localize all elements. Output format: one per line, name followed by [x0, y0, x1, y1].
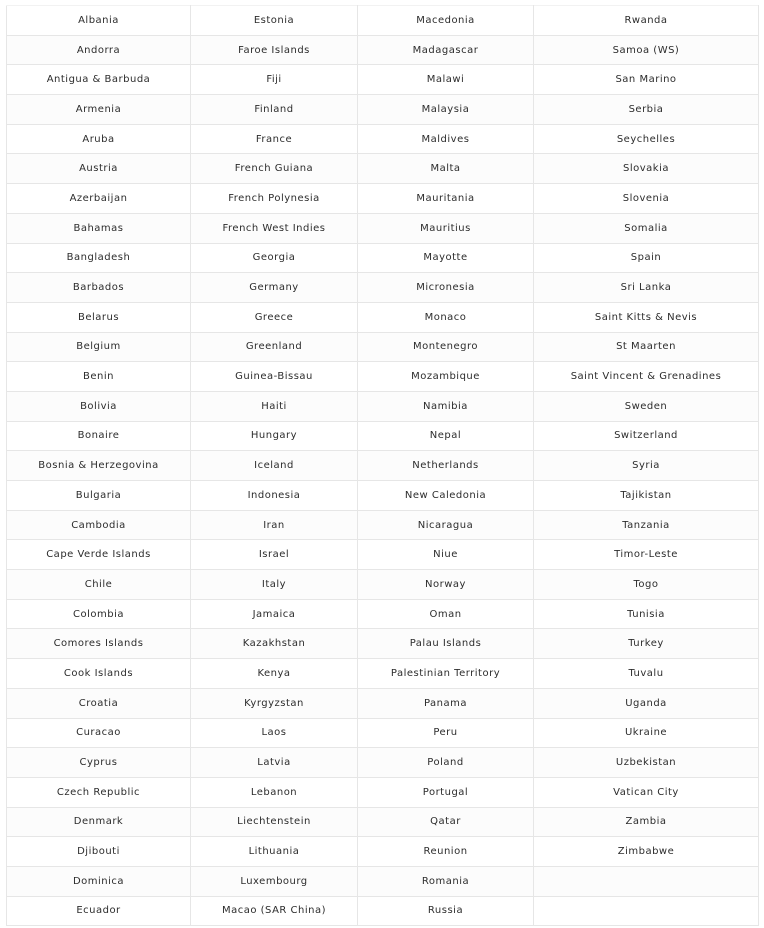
- country-cell: Cook Islands: [7, 659, 191, 689]
- country-cell: Romania: [358, 866, 534, 896]
- country-cell: Tajikistan: [534, 481, 759, 511]
- country-cell: Macao (SAR China): [191, 896, 358, 926]
- country-cell: Israel: [191, 540, 358, 570]
- country-cell: Nicaragua: [358, 510, 534, 540]
- table-row: [7, 124, 759, 154]
- country-cell: Mozambique: [358, 362, 534, 392]
- country-cell: Mayotte: [358, 243, 534, 273]
- country-cell: Serbia: [534, 95, 759, 125]
- country-cell: Guinea-Bissau: [191, 362, 358, 392]
- country-cell: Aruba: [7, 124, 191, 154]
- country-cell: Iceland: [191, 451, 358, 481]
- country-cell: Somalia: [534, 213, 759, 243]
- table-row: [7, 184, 759, 214]
- country-cell: Madagascar: [358, 35, 534, 65]
- table-row: [7, 718, 759, 748]
- country-cell: Zambia: [534, 807, 759, 837]
- country-cell: Portugal: [358, 777, 534, 807]
- country-cell: Fiji: [191, 65, 358, 95]
- country-cell: New Caledonia: [358, 481, 534, 511]
- table-row: [7, 510, 759, 540]
- country-cell: St Maarten: [534, 332, 759, 362]
- country-cell: Barbados: [7, 273, 191, 303]
- table-row: [7, 95, 759, 125]
- country-cell: Luxembourg: [191, 866, 358, 896]
- country-cell: Ukraine: [534, 718, 759, 748]
- country-cell: Indonesia: [191, 481, 358, 511]
- country-cell: France: [191, 124, 358, 154]
- country-cell: Togo: [534, 570, 759, 600]
- table-row: [7, 391, 759, 421]
- country-cell: Samoa (WS): [534, 35, 759, 65]
- country-cell: Bahamas: [7, 213, 191, 243]
- country-cell: [534, 866, 759, 896]
- country-cell: Reunion: [358, 837, 534, 867]
- country-cell: Chile: [7, 570, 191, 600]
- country-cell: Spain: [534, 243, 759, 273]
- country-cell: Mauritius: [358, 213, 534, 243]
- country-cell: Georgia: [191, 243, 358, 273]
- table-row: [7, 688, 759, 718]
- country-cell: Bulgaria: [7, 481, 191, 511]
- country-cell: Estonia: [191, 6, 358, 36]
- country-cell: Montenegro: [358, 332, 534, 362]
- country-cell: Poland: [358, 748, 534, 778]
- country-cell: Kenya: [191, 659, 358, 689]
- country-cell: Seychelles: [534, 124, 759, 154]
- country-cell: Dominica: [7, 866, 191, 896]
- country-cell: Bolivia: [7, 391, 191, 421]
- country-cell: Saint Kitts & Nevis: [534, 302, 759, 332]
- country-cell: Sri Lanka: [534, 273, 759, 303]
- country-cell: Haiti: [191, 391, 358, 421]
- country-cell: Laos: [191, 718, 358, 748]
- country-cell: Oman: [358, 599, 534, 629]
- country-cell: Azerbaijan: [7, 184, 191, 214]
- country-cell: French Polynesia: [191, 184, 358, 214]
- country-cell: Macedonia: [358, 6, 534, 36]
- country-cell: Uganda: [534, 688, 759, 718]
- table-row: [7, 273, 759, 303]
- table-row: [7, 332, 759, 362]
- country-cell: Lebanon: [191, 777, 358, 807]
- table-row: [7, 599, 759, 629]
- country-cell: Maldives: [358, 124, 534, 154]
- country-cell: Norway: [358, 570, 534, 600]
- country-cell: Malawi: [358, 65, 534, 95]
- country-cell: Jamaica: [191, 599, 358, 629]
- country-cell: Croatia: [7, 688, 191, 718]
- country-cell: Faroe Islands: [191, 35, 358, 65]
- country-cell: Rwanda: [534, 6, 759, 36]
- country-cell: Germany: [191, 273, 358, 303]
- country-cell: Tanzania: [534, 510, 759, 540]
- country-cell: Armenia: [7, 95, 191, 125]
- table-row: [7, 540, 759, 570]
- country-cell: Palestinian Territory: [358, 659, 534, 689]
- table-row: [7, 570, 759, 600]
- country-cell: French Guiana: [191, 154, 358, 184]
- country-cell: Malta: [358, 154, 534, 184]
- country-cell: Czech Republic: [7, 777, 191, 807]
- table-row: [7, 777, 759, 807]
- country-cell: Monaco: [358, 302, 534, 332]
- country-cell: [534, 896, 759, 926]
- table-row: [7, 35, 759, 65]
- table-row: [7, 65, 759, 95]
- country-cell: Uzbekistan: [534, 748, 759, 778]
- table-row: [7, 302, 759, 332]
- table-row: [7, 6, 759, 36]
- country-cell: Italy: [191, 570, 358, 600]
- country-cell: Austria: [7, 154, 191, 184]
- country-cell: Benin: [7, 362, 191, 392]
- table-row: [7, 213, 759, 243]
- country-cell: Djibouti: [7, 837, 191, 867]
- country-cell: Lithuania: [191, 837, 358, 867]
- country-cell: Syria: [534, 451, 759, 481]
- country-cell: Zimbabwe: [534, 837, 759, 867]
- country-table-container: [6, 5, 758, 926]
- table-row: [7, 837, 759, 867]
- table-row: [7, 896, 759, 926]
- table-row: [7, 243, 759, 273]
- country-cell: Andorra: [7, 35, 191, 65]
- country-cell: Timor-Leste: [534, 540, 759, 570]
- table-row: [7, 154, 759, 184]
- table-row: [7, 421, 759, 451]
- country-cell: Peru: [358, 718, 534, 748]
- country-cell: Cape Verde Islands: [7, 540, 191, 570]
- table-row: [7, 481, 759, 511]
- table-row: [7, 629, 759, 659]
- country-cell: Qatar: [358, 807, 534, 837]
- country-cell: Slovakia: [534, 154, 759, 184]
- country-cell: Latvia: [191, 748, 358, 778]
- country-cell: Liechtenstein: [191, 807, 358, 837]
- country-cell: Kazakhstan: [191, 629, 358, 659]
- country-cell: Micronesia: [358, 273, 534, 303]
- country-cell: Panama: [358, 688, 534, 718]
- country-cell: Sweden: [534, 391, 759, 421]
- country-cell: Russia: [358, 896, 534, 926]
- table-row: [7, 659, 759, 689]
- country-cell: Curacao: [7, 718, 191, 748]
- country-cell: Switzerland: [534, 421, 759, 451]
- country-cell: Palau Islands: [358, 629, 534, 659]
- country-cell: Finland: [191, 95, 358, 125]
- table-row: [7, 866, 759, 896]
- country-cell: Tuvalu: [534, 659, 759, 689]
- country-cell: French West Indies: [191, 213, 358, 243]
- country-cell: Cambodia: [7, 510, 191, 540]
- country-table: [6, 5, 759, 926]
- country-cell: Antigua & Barbuda: [7, 65, 191, 95]
- table-row: [7, 362, 759, 392]
- country-cell: Tunisia: [534, 599, 759, 629]
- country-cell: Albania: [7, 6, 191, 36]
- country-cell: Saint Vincent & Grenadines: [534, 362, 759, 392]
- country-cell: Niue: [358, 540, 534, 570]
- country-cell: Denmark: [7, 807, 191, 837]
- table-row: [7, 807, 759, 837]
- country-cell: Cyprus: [7, 748, 191, 778]
- country-cell: Netherlands: [358, 451, 534, 481]
- country-cell: Bangladesh: [7, 243, 191, 273]
- country-cell: Greece: [191, 302, 358, 332]
- country-table-body: [7, 6, 759, 926]
- country-cell: Iran: [191, 510, 358, 540]
- country-cell: Belgium: [7, 332, 191, 362]
- table-row: [7, 451, 759, 481]
- country-cell: Malaysia: [358, 95, 534, 125]
- country-cell: Colombia: [7, 599, 191, 629]
- country-cell: Bosnia & Herzegovina: [7, 451, 191, 481]
- country-cell: Kyrgyzstan: [191, 688, 358, 718]
- country-cell: Mauritania: [358, 184, 534, 214]
- country-cell: Belarus: [7, 302, 191, 332]
- country-cell: San Marino: [534, 65, 759, 95]
- table-row: [7, 748, 759, 778]
- country-cell: Bonaire: [7, 421, 191, 451]
- country-cell: Nepal: [358, 421, 534, 451]
- country-cell: Turkey: [534, 629, 759, 659]
- country-cell: Hungary: [191, 421, 358, 451]
- country-cell: Slovenia: [534, 184, 759, 214]
- country-cell: Namibia: [358, 391, 534, 421]
- country-cell: Vatican City: [534, 777, 759, 807]
- country-cell: Greenland: [191, 332, 358, 362]
- country-cell: Comores Islands: [7, 629, 191, 659]
- country-cell: Ecuador: [7, 896, 191, 926]
